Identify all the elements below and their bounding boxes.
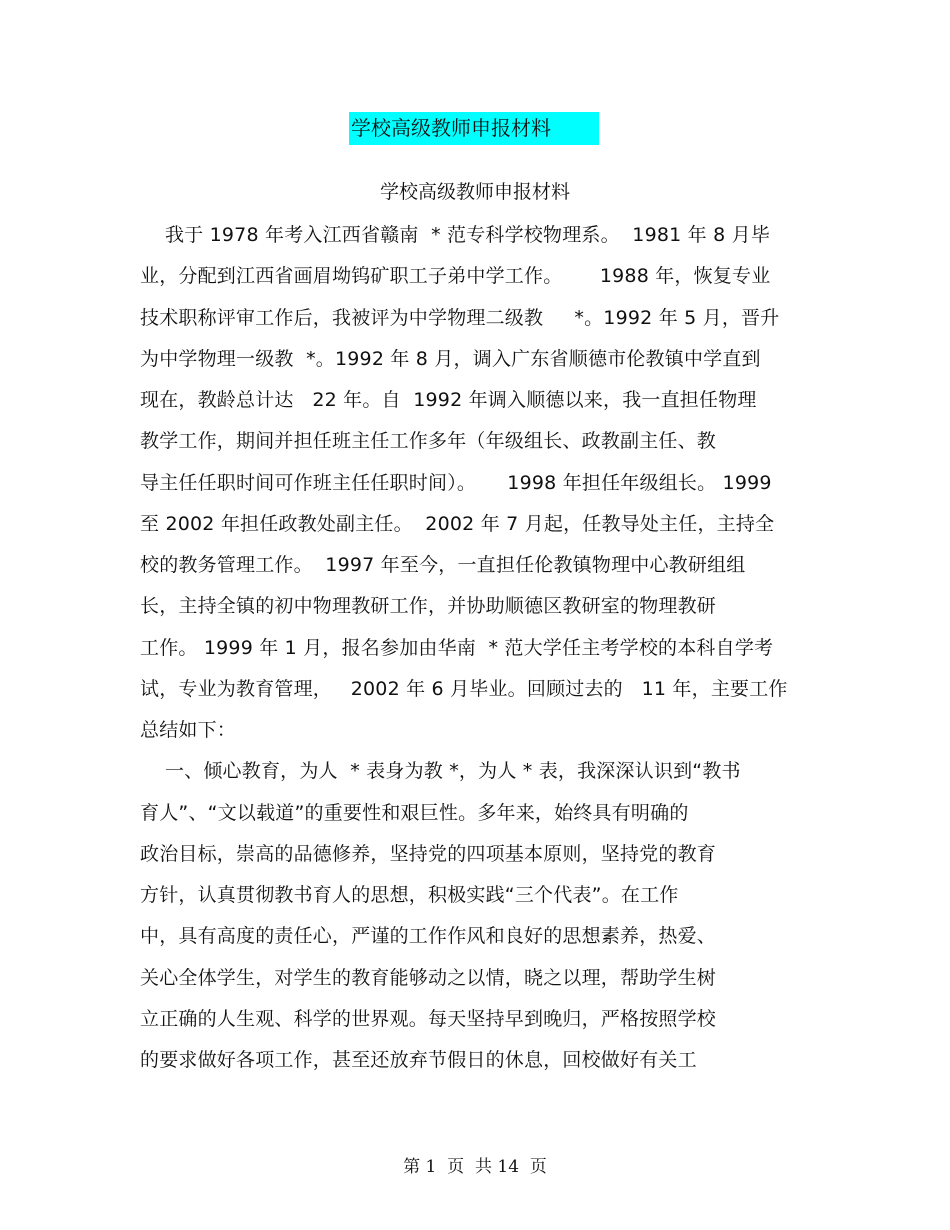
paragraph-line: 育人”、“文以载道”的重要性和艰巨性。多年来，始终具有明确的	[140, 801, 689, 824]
paragraph-line: 技术职称评审工作后，我被评为中学物理二级教 *。1992 年 5 月，晋升	[140, 306, 780, 329]
paragraph-line: 的要求做好各项工作，甚至还放弃节假日的休息，回校做好有关工	[140, 1049, 697, 1071]
paragraph-line: 工作。 1999 年 1 月，报名参加由华南 * 范大学任主考学校的本科自学考	[140, 636, 774, 659]
paragraph-line: 总结如下：	[140, 719, 237, 741]
paragraph-line: 立正确的人生观、科学的世界观。每天坚持早到晚归，严格按照学校	[140, 1007, 717, 1030]
paragraph-line: 为中学物理一级教 *。1992 年 8 月，调入广东省顺德市伦教镇中学直到	[140, 347, 761, 370]
paragraph-line: 方针，认真贯彻教书育人的思想，积极实践“三个代表”。在工作	[140, 884, 679, 906]
paragraph-line: 业，分配到江西省画眉坳钨矿职工子弟中学工作。 1988 年，恢复专业	[140, 265, 771, 288]
paragraph-line: 现在，教龄总计达 22 年。自 1992 年调入顺德以来，我一直担任物理	[140, 389, 757, 411]
paragraph-line: 关心全体学生，对学生的教育能够动之以情，晓之以理，帮助学生树	[140, 966, 717, 989]
highlighted-title: 学校高级教师申报材料	[349, 112, 599, 145]
paragraph-line: 我于 1978 年考入江西省赣南 * 范专科学校物理系。 1981 年 8 月毕	[140, 224, 771, 246]
paragraph-line: 试，专业为教育管理， 2002 年 6 月毕业。回顾过去的 11 年，主要工作	[140, 677, 788, 700]
paragraph-line: 校的教务管理工作。 1997 年至今，一直担任伦教镇物理中心教研组组	[140, 554, 746, 576]
body-text	[140, 220, 820, 1086]
paragraph-line: 教学工作，期间并担任班主任工作多年（年级组长、政教副主任、教	[140, 430, 717, 453]
page-number: 第 1 页 共 14 页	[403, 1157, 547, 1177]
paragraph-line: 政治目标，崇高的品德修养，坚持党的四项基本原则，坚持党的教育	[140, 842, 717, 865]
paragraph-line: 导主任任职时间可作班主任任职时间）。 1998 年担任年级组长。 1999	[140, 471, 772, 494]
paragraph-line: 至 2002 年担任政教处副主任。 2002 年 7 月起，任教导处主任，主持全	[140, 512, 775, 535]
paragraph-line: 一、倾心教育，为人 * 表身为教 *，为人 * 表，我深深认识到“教书	[140, 760, 741, 783]
document-subtitle: 学校高级教师申报材料	[379, 181, 570, 203]
paragraph-line: 长，主持全镇的初中物理教研工作，并协助顺德区教研室的物理教研	[140, 595, 717, 618]
paragraph-line: 中，具有高度的责任心，严谨的工作作风和良好的思想素养，热爱、	[140, 925, 717, 948]
